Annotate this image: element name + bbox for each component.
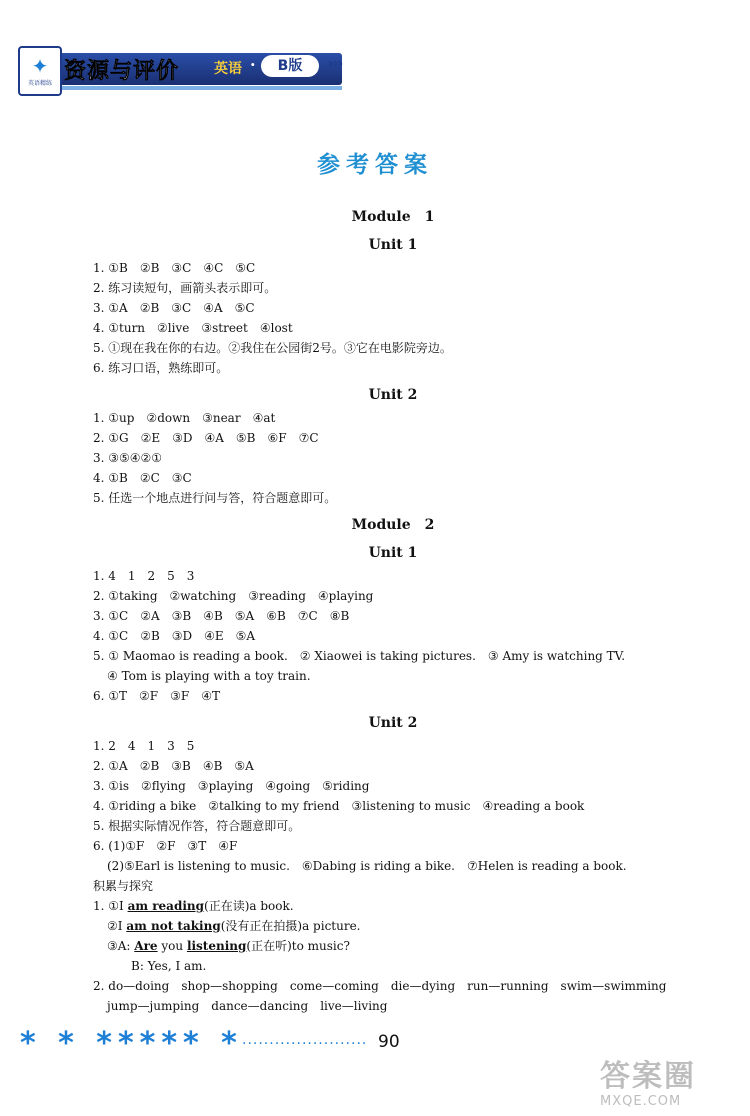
filled-answer: am reading: [127, 899, 205, 913]
answer-line: 1. ①up ②down ③near ④at: [93, 411, 276, 425]
answer-line: 3. ①is ②flying ③playing ④going ⑤riding: [93, 779, 370, 793]
answer-line: 1. 2 4 1 3 5: [93, 739, 195, 753]
answer-line: 2. ①A ②B ③B ④B ⑤A: [93, 759, 254, 773]
logo-text: 英语精练: [27, 79, 52, 87]
watermark-text: 答案圈: [600, 1059, 696, 1094]
answer-line: [93, 916, 693, 936]
stars-decoration-icon: * * ***** *: [20, 1026, 243, 1061]
module-heading: Module 2: [351, 517, 435, 533]
answer-line: 6. 练习口语，熟练即可。: [93, 361, 229, 375]
answer-suffix: (没有正在拍摄)a picture.: [220, 919, 361, 933]
answer-line: 2. ①taking ②watching ③reading ④playing: [93, 589, 374, 603]
answer-line: 1. ①B ②B ③C ④C ⑤C: [93, 261, 256, 275]
answer-line: 5. 根据实际情况作答，符合题意即可。: [93, 819, 301, 833]
answer-line: 6. ①T ②F ③F ④T: [93, 689, 220, 703]
answer-line: 3. ①A ②B ③C ④A ⑤C: [93, 301, 255, 315]
module-heading: Module 1: [351, 209, 435, 225]
answer-line: 3. ①C ②A ③B ④B ⑤A ⑥B ⑦C ⑧B: [93, 609, 350, 623]
answer-prefix: ③A:: [107, 939, 135, 953]
header-banner: [18, 42, 368, 98]
answer-mid: you: [157, 939, 187, 953]
answer-line: 5. ①现在我在你的右边。②我住在公园街2号。③它在电影院旁边。: [93, 341, 452, 355]
answer-line: 2. 练习读短句，画箭头表示即可。: [93, 281, 277, 295]
answer-line: 5. ① Maomao is reading a book. ② Xiaowei is taking pictures. ③ Amy is watching TV.: [93, 649, 626, 663]
star-icon: ✦: [31, 53, 49, 78]
answer-line: (2)⑤Earl is listening to music. ⑥Dabing is riding a bike. ⑦Helen is reading a book.: [107, 859, 627, 873]
answer-line: [93, 936, 693, 956]
answer-line: 4. ①riding a bike ②talking to my friend ③listening to music ④reading a book: [93, 799, 585, 813]
answer-line: jump—jumping dance—dancing live—living: [107, 999, 388, 1013]
subject-label: 英语: [214, 61, 242, 77]
page-number: 90: [378, 1032, 400, 1052]
filled-answer: Are: [134, 939, 158, 953]
logo: [18, 46, 62, 96]
answer-line: ④ Tom is playing with a toy train.: [107, 669, 311, 683]
unit-heading: Unit 1: [368, 545, 418, 561]
answer-line: 2. ①G ②E ③D ④A ⑤B ⑥F ⑦C: [93, 431, 319, 445]
unit-heading: Unit 1: [368, 237, 418, 253]
separator-dot: ·: [250, 55, 256, 74]
unit-heading: Unit 2: [368, 387, 418, 403]
page-title: 参考答案: [317, 151, 433, 178]
answer-prefix: ②I: [107, 919, 127, 933]
book-title: 资源与评价: [64, 59, 180, 84]
header-strip: [32, 86, 342, 90]
section-heading-jiji: 积累与探究: [93, 879, 154, 893]
filled-answer: am not taking: [126, 919, 221, 933]
answer-content: [93, 200, 693, 1016]
answer-line: 3. ③⑤④②①: [93, 451, 163, 465]
answer-suffix: (正在读)a book.: [204, 899, 294, 913]
answer-line: B: Yes, I am.: [131, 959, 207, 973]
dotted-leader: ·······················: [242, 1036, 368, 1052]
answer-line: 4. ①B ②C ③C: [93, 471, 192, 485]
watermark: [600, 1060, 750, 1116]
answer-line: 6. (1)①F ②F ③T ④F: [93, 839, 238, 853]
answer-suffix: (正在听)to music?: [246, 939, 350, 953]
watermark-url: MXQE.COM: [600, 1094, 682, 1109]
filled-answer: listening: [186, 939, 247, 953]
chevrons-icon: ›››: [328, 56, 343, 72]
unit-heading: Unit 2: [368, 715, 418, 731]
answer-line: 5. 任选一个地点进行问与答，符合题意即可。: [93, 491, 337, 505]
answer-line: 4. ①C ②B ③D ④E ⑤A: [93, 629, 256, 643]
edition-badge: B版: [261, 55, 319, 77]
answer-line: 1. 4 1 2 5 3: [93, 569, 195, 583]
answer-prefix: 1. ①I: [93, 899, 128, 913]
answer-line: 4. ①turn ②live ③street ④lost: [93, 321, 293, 335]
answer-line: [93, 896, 693, 916]
answer-line: 2. do—doing shop—shopping come—coming die—dying run—running swim—swimming: [93, 979, 667, 993]
